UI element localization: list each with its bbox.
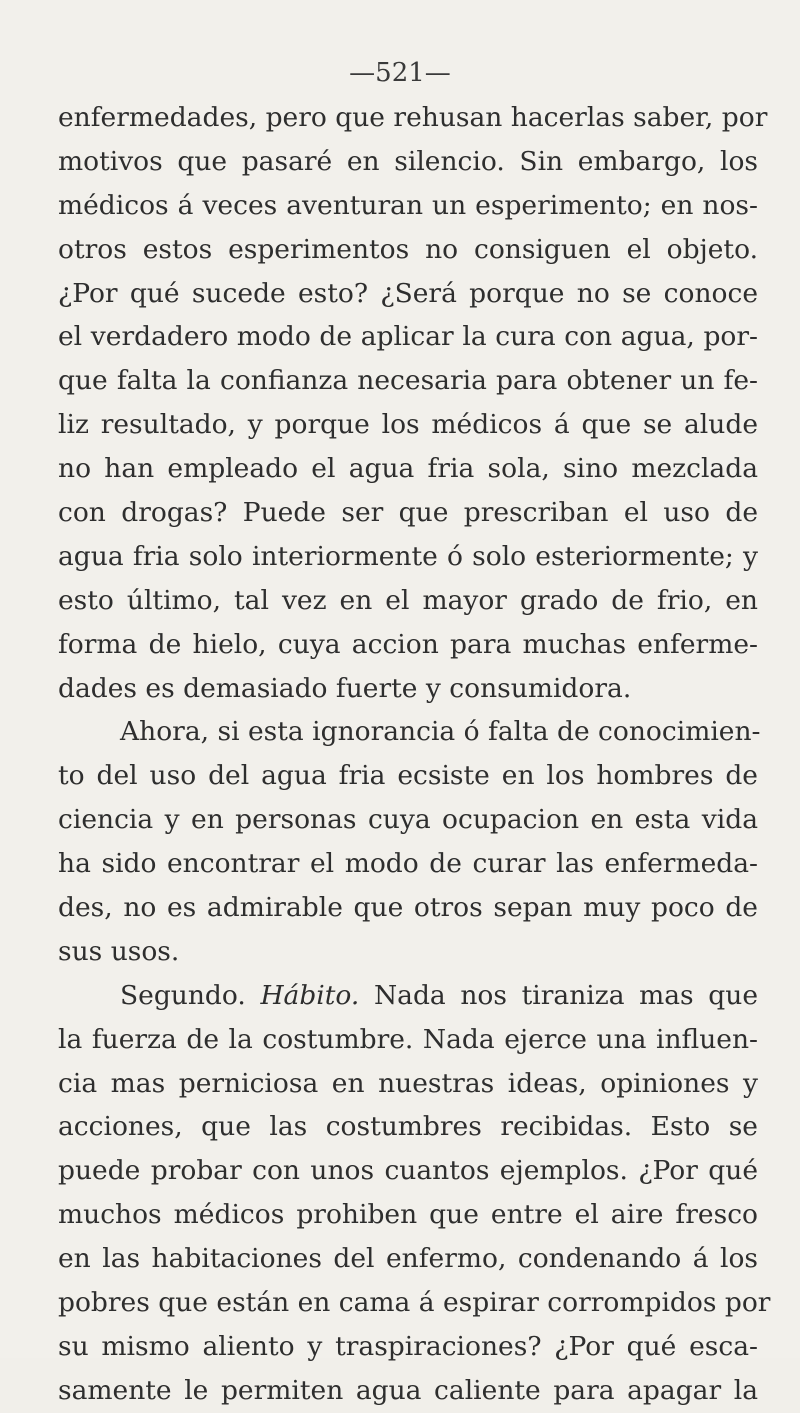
text-line: médicos á veces aventuran un esperimento; en nos- (58, 189, 758, 221)
text-line: que falta la confianza necesaria para obtener un fe- (58, 365, 758, 397)
habito-line-before: Segundo. (120, 979, 261, 1011)
text-line: en las habitaciones del enfermo, condenando á los (58, 1243, 758, 1275)
habito-line-after: Nada nos tiraniza mas que (359, 979, 758, 1011)
text-line: liz resultado, y porque los médicos á que se alude (58, 409, 758, 441)
page-number: —521— (349, 58, 451, 88)
body-text (58, 96, 771, 1413)
text-line: la fuerza de la costumbre. Nada ejerce una influen- (58, 1023, 758, 1055)
habito-heading: Hábito. (260, 979, 360, 1011)
text-line: muchos médicos prohiben que entre el aire fresco (58, 1199, 758, 1231)
text-line: puede probar con unos cuantos ejemplos. ¿Por qué (58, 1155, 758, 1187)
text-line: ¿Por qué sucede esto? ¿Será porque no se conoce (58, 277, 758, 309)
habito-line (58, 974, 758, 1018)
text-line: Ahora, si esta ignorancia ó falta de conocimien- (120, 716, 761, 748)
text-line: no han empleado el agua fria sola, sino mezclada (58, 453, 758, 485)
text-line: otros estos esperimentos no consiguen el objeto. (58, 233, 758, 265)
text-line: ciencia y en personas cuya ocupacion en esta vida (58, 804, 758, 836)
text-line: cia mas perniciosa en nuestras ideas, opiniones y (58, 1067, 758, 1099)
text-line: ha sido encontrar el modo de curar las enfermeda- (58, 848, 758, 880)
text-line: enfermedades, pero que rehusan hacerlas saber, por (58, 102, 768, 133)
text-line: el verdadero modo de aplicar la cura con agua, por- (58, 321, 758, 353)
text-line: acciones, que las costumbres recibidas. Esto se (58, 1111, 758, 1143)
text-line: to del uso del agua fria ecsiste en los hombres de (58, 760, 758, 792)
text-line: su mismo aliento y traspiraciones? ¿Por qué esca- (58, 1330, 758, 1362)
text-line: esto último, tal vez en el mayor grado de frio, en (58, 584, 758, 616)
text-line: motivos que pasaré en silencio. Sin embargo, los (58, 145, 758, 177)
text-line: samente le permiten agua caliente para apagar la (58, 1374, 758, 1406)
text-line: agua fria solo interiormente ó solo esteriormente; y (58, 540, 758, 572)
text-line: des, no es admirable que otros sepan muy poco de (58, 892, 758, 924)
text-line: forma de hielo, cuya accion para muchas enferme- (58, 628, 758, 660)
text-line: pobres que están en cama á espirar corrompidos por (58, 1287, 771, 1319)
text-line: dades es demasiado fuerte y consumidora. (58, 672, 632, 704)
text-line: sus usos. (58, 935, 180, 967)
text-line: con drogas? Puede ser que prescriban el uso de (58, 497, 758, 529)
